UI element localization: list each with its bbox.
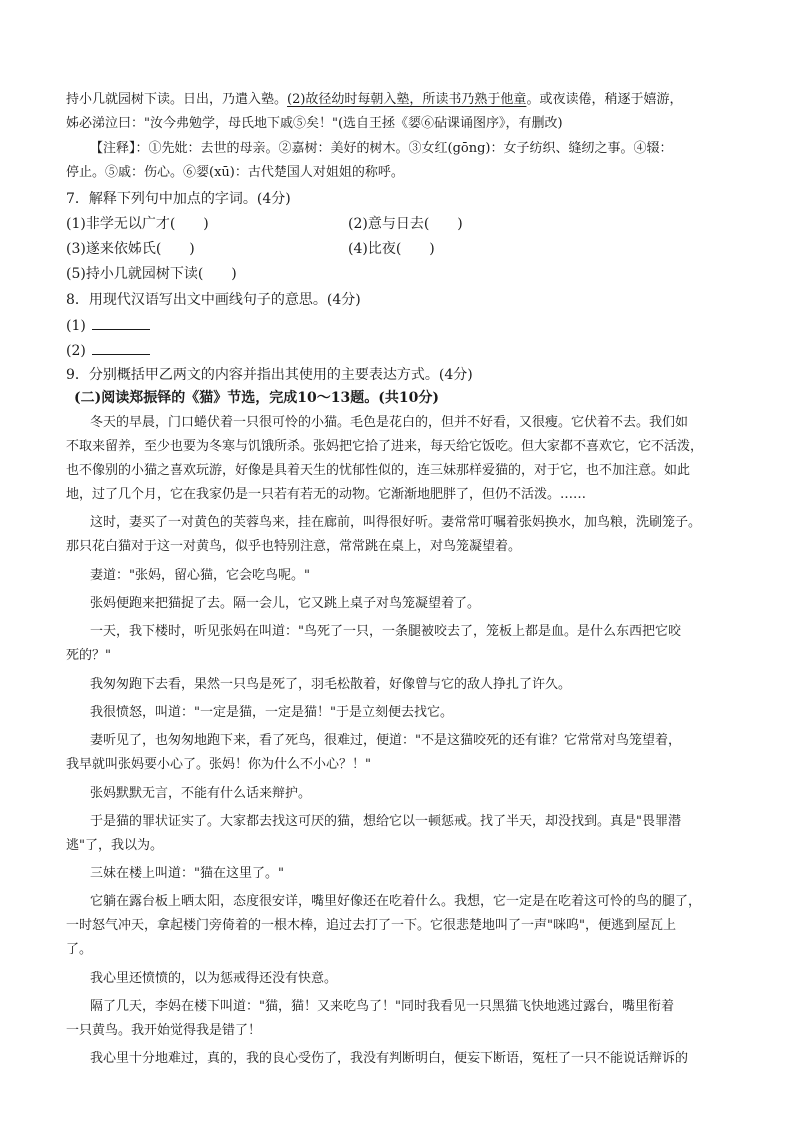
passage-line: 张妈便跑来把猫捉了去。隔一会儿，它又跳上桌子对鸟笼凝望着了。: [90, 596, 481, 611]
item-label: (2): [66, 343, 86, 359]
passage-line: 我很愤怒，叫道："一定是猫，一定是猫！"于是立刻便去找它。: [90, 705, 453, 720]
passage-line: 于是猫的罪状证实了。大家都去找这可厌的猫，想给它以一顿惩戒。找了半天，却没找到。真是"畏罪潜: [90, 814, 681, 829]
question-8: 8．用现代汉语写出文中画线句子的意思。(4分): [66, 292, 361, 308]
passage-line: 地，过了几个月，它在我家仍是一只若有若无的动物。它渐渐地肥胖了，但仍不活泼。……: [66, 487, 587, 502]
question-7-item-4: (4)比夜( ): [348, 241, 435, 257]
question-7-item-2: (2)意与日去( ): [348, 216, 463, 232]
annotation-line: 【注释】：①先妣：去世的母亲。②嘉树：美好的树木。③女红(gōng)：女子纺织、缝纫之事。④辍：: [90, 141, 673, 156]
question-9: 9．分别概括甲乙两文的内容并指出其使用的主要表达方式。(4分): [66, 367, 473, 383]
question-8-item-2: [66, 340, 150, 361]
passage-line: 一时怒气冲天，拿起楼门旁倚着的一根木棒，追过去打了一下。它很悲楚地叫了一声"咪呜"，便逃到屋瓦上: [66, 918, 676, 933]
passage-line: 一只黄鸟。我开始觉得我是错了！: [66, 1023, 262, 1038]
passage-line: 那只花白猫对于这一对黄鸟，似乎也特别注意，常常跳在桌上，对鸟笼凝望着。: [66, 539, 522, 554]
passage-line: 我心里十分地难过，真的，我的良心受伤了，我没有判断明白，便妄下断语，冤枉了一只不能说话辩诉的: [90, 1051, 689, 1066]
question-7: 7．解释下列句中加点的字词。(4分): [66, 191, 291, 207]
passage-line: 它躺在露台板上晒太阳，态度很安详，嘴里好像还在吃着什么。我想，它一定是在吃着这可怜的鸟的腿了，: [90, 894, 702, 909]
passage-line: 也不像别的小猫之喜欢玩游，好像是具着天生的忧郁性似的，连三妹那样爱猫的，对于它，也不加注意。如此: [66, 463, 691, 478]
passage-line: 一天，我下楼时，听见张妈在叫道："鸟死了一只，一条腿被咬去了，笼板上都是血。是什么东西把它咬: [90, 624, 681, 639]
text: 持小几就园树下读。日出，乃遣入塾。: [66, 92, 288, 107]
passage-line: 姊必涕泣曰："汝今弗勉学，母氏地下戚⑤矣！"(选自王拯《媭⑥砧课诵图序》，有删改): [66, 116, 563, 131]
section-heading: (二)阅读郑振铎的《猫》节选，完成10～13题。(共10分): [74, 390, 439, 406]
question-7-item-5: (5)持小几就园树下读( ): [66, 266, 237, 282]
passage-line: 冬天的早晨，门口蜷伏着一只很可怜的小猫。毛色是花白的，但并不好看，又很瘦。它伏着不去。我们如: [90, 415, 689, 430]
passage-line: 这时，妻买了一对黄色的芙蓉鸟来，挂在廊前，叫得很好听。妻常常叮嘱着张妈换水，加鸟粮，洗刷笼子。: [90, 515, 702, 530]
passage-line: 死的？": [66, 648, 111, 663]
passage-line: 我匆匆跑下去看，果然一只鸟是死了，羽毛松散着，好像曾与它的敌人挣扎了许久。: [90, 677, 572, 692]
answer-blank[interactable]: [92, 340, 150, 355]
underlined-sentence: (2)故径幼时每朝入塾，所读书乃熟于他童: [287, 92, 527, 107]
passage-line: 三妹在楼上叫道："猫在这里了。": [90, 866, 284, 881]
item-label: (1): [66, 318, 86, 334]
passage-line: 妻听见了，也匆匆地跑下来，看了死鸟，很难过，便道："不是这猫咬死的还有谁？它常常对鸟笼望着，: [90, 733, 681, 748]
question-7-item-1: (1)非学无以广才( ): [66, 216, 209, 232]
passage-line: 张妈默默无言，不能有什么话来辩护。: [90, 786, 312, 801]
passage-line: 我心里还愤愤的，以为惩戒得还没有快意。: [90, 971, 338, 986]
annotation-line: 停止。⑤戚：伤心。⑥媭(xū)：古代楚国人对姐姐的称呼。: [66, 165, 404, 180]
passage-line: 不取来留养，至少也要为冬寒与饥饿所杀。张妈把它拾了进来，每天给它饭吃。但大家都不喜欢它，它不活泼，: [66, 439, 704, 454]
answer-blank[interactable]: [92, 315, 150, 330]
passage-line: 我早就叫张妈要小心了。张妈！你为什么不小心？！": [66, 757, 371, 772]
passage-line: 逃"了，我以为。: [66, 838, 163, 853]
question-7-item-3: (3)遂来依姊氏( ): [66, 241, 195, 257]
question-8-item-1: [66, 315, 150, 336]
passage-line: 了。: [66, 942, 93, 957]
passage-line: [66, 90, 682, 110]
passage-line: 隔了几天，李妈在楼下叫道："猫，猫！又来吃鸟了！"同时我看见一只黑猫飞快地逃过露台，嘴里衔着: [90, 999, 674, 1014]
text: 。或夜读倦，稍逐于嬉游，: [526, 92, 683, 107]
passage-line: 妻道："张妈，留心猫，它会吃鸟呢。": [90, 568, 310, 583]
